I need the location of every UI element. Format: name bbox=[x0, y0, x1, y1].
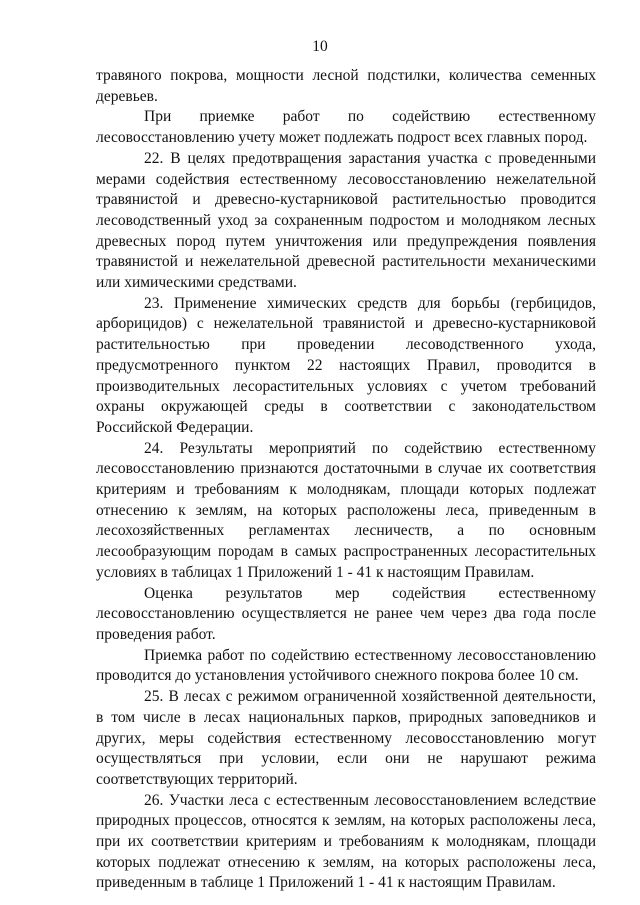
paragraph-24-acceptance: Приемка работ по содействию естественному лесовосстановлению проводится до установления устойчивого снежного покрова более 10 см. bbox=[96, 646, 596, 685]
paragraph-acceptance-note: При приемке работ по содействию естественному лесовосстановлению учету может подлежать подрост всех главных пород. bbox=[96, 108, 596, 147]
paragraph-22: 22. В целях предотвращения зарастания участка с проведенными мерами содействия естественному лесовосстановлению нежелательной травянистой и древесно-кустарниковой растительностью проводится лесоводственный уход за сохраненным подростом и молодняком лесных древесных пород путем уничтожения или предупреждения появления травянистой и нежелательной древесной растительности механическими или химическими средствами. bbox=[96, 149, 596, 292]
document-body bbox=[96, 66, 596, 894]
paragraph-24: 24. Результаты мероприятий по содействию естественному лесовосстановлению признаются достаточными в случае их соответствия критериям и требованиям к молоднякам, площади которых подлежат отнесению к землям, на которых расположены леса, приведенным в лесохозяйственных регламентах лесничеств, а по основным лесообразующим породам в самых распространенных лесорастительных условиях в таблицах 1 Приложений 1 - 41 к настоящим Правилам. bbox=[96, 439, 596, 581]
paragraph-24-assessment: Оценка результатов мер содействия естественному лесовосстановлению осуществляется не ранее чем через два года после проведения работ. bbox=[96, 584, 596, 643]
paragraph-26: 26. Участки леса с естественным лесовосстановлением вследствие природных процессов, относятся к землям, на которых расположены леса, при их соответствии критериям и требованиям к молоднякам, площади которых подлежат отнесению к землям, на которых расположены леса, приведенным в таблице 1 Приложений 1 - 41 к настоящим Правилам. bbox=[96, 791, 596, 892]
page-number: 10 bbox=[312, 38, 328, 55]
paragraph-continuation: травяного покрова, мощности лесной подстилки, количества семенных деревьев. bbox=[96, 67, 596, 105]
paragraph-25: 25. В лесах с режимом ограниченной хозяйственной деятельности, в том числе в лесах национальных парков, природных заповедников и других, меры содействия естественному лесовосстановлению могут осуществляться при условии, если они не нарушают режима соответствующих территорий. bbox=[96, 688, 596, 788]
paragraph-23: 23. Применение химических средств для борьбы (гербицидов, арборицидов) с нежелательной травянистой и древесно-кустарниковой растительностью при проведении лесоводственного ухода, предусмотренного пунктом 22 настоящих Правил, проводится в производительных лесорастительных условиях с учетом требований охраны окружающей среды в соответствии с законодательством Российской Федерации. bbox=[96, 294, 596, 436]
